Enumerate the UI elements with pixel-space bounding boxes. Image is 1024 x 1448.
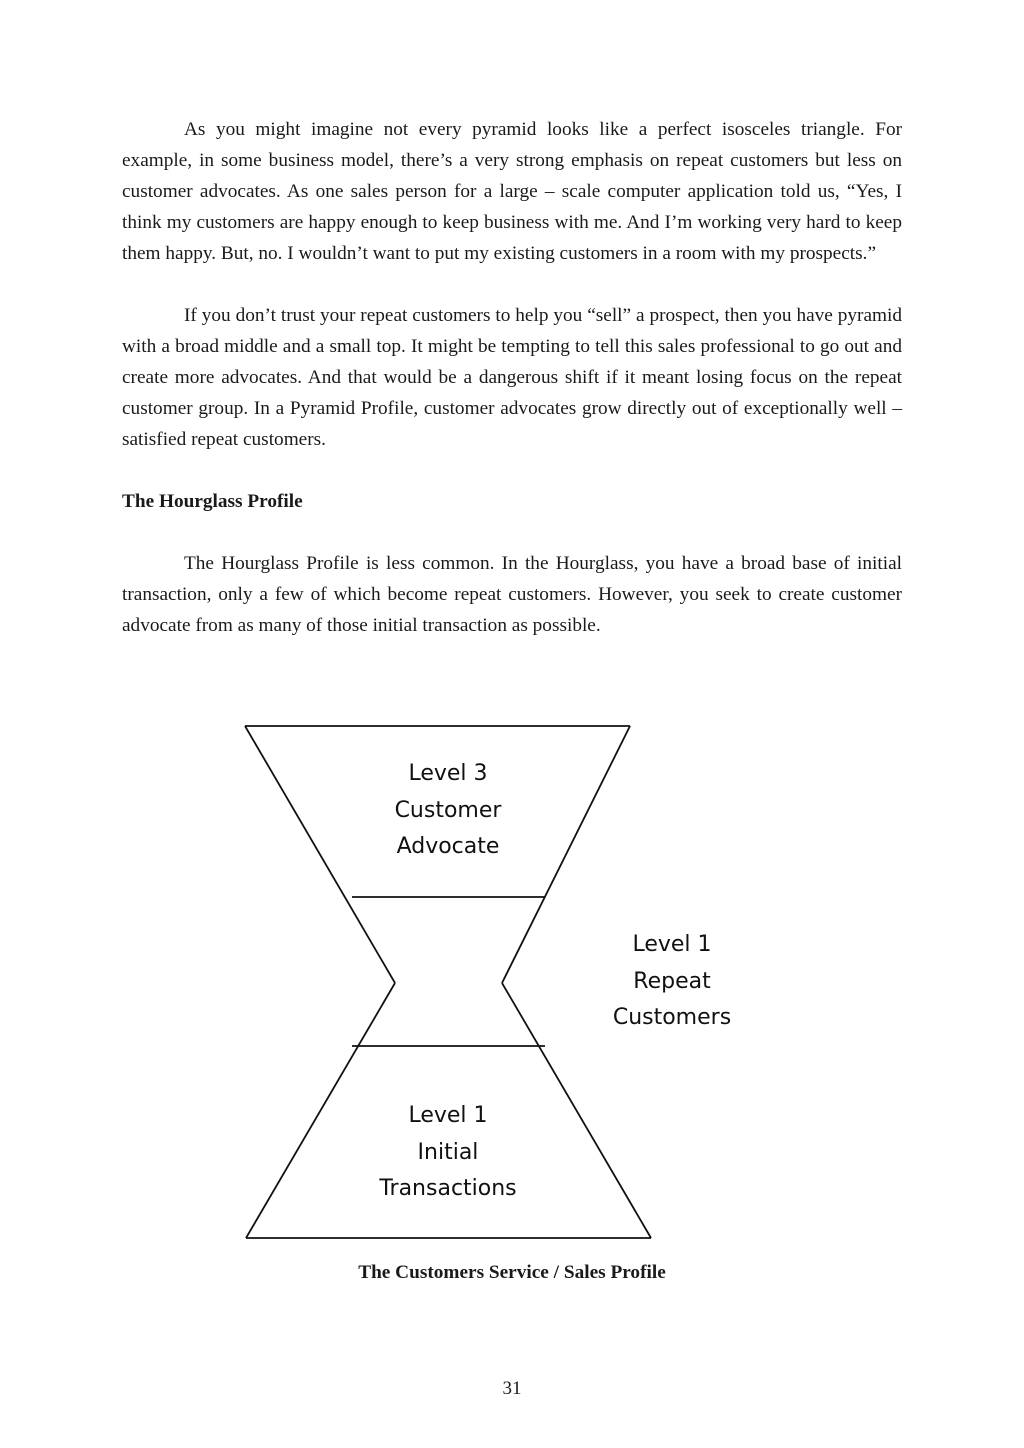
section-paragraph: The Hourglass Profile is less common. In the Hourglass, you have a broad base of initial transaction, only a few of which become repeat customers. However, you seek to create customer advocate from as many of those initial transaction as possible. [122, 553, 902, 636]
middle-label-line2: Repeat [633, 969, 711, 994]
middle-label-line1: Level 1 [632, 932, 712, 957]
body-paragraph-1: As you might imagine not every pyramid looks like a perfect isosceles triangle. For example, in some business model, there’s a very strong emphasis on repeat customers but less on customer advocates. As one sales person for a large – scale computer application told us, “Yes, I think my customers are happy enough to keep business with me. And I’m working very hard to keep them happy. But, no. I wouldn’t want to put my existing customers in a room with my prospects.” [122, 119, 902, 264]
middle-label-line3: Customers [612, 1005, 732, 1030]
page-body [122, 114, 902, 641]
top-label-line2: Customer [394, 798, 502, 823]
top-label-line1: Level 3 [408, 761, 488, 786]
upper-right-slant [502, 726, 630, 983]
bottom-label-line3: Transactions [379, 1176, 517, 1201]
upper-left-slant [245, 726, 395, 983]
body-paragraph-2: If you don’t trust your repeat customers to help you “sell” a prospect, then you have pyramid with a broad middle and a small top. It might be tempting to tell this sales professional to go out and create more advocates. And that would be a dangerous shift if it meant losing focus on the repeat customer group. In a Pyramid Profile, customer advocates grow directly out of exceptionally well – satisfied repeat customers. [122, 305, 902, 450]
section-heading: The Hourglass Profile [122, 491, 303, 512]
bottom-label-line1: Level 1 [408, 1103, 488, 1128]
top-label-line3: Advocate [396, 834, 500, 859]
figure-caption: The Customers Service / Sales Profile [358, 1262, 666, 1283]
lower-right-slant [502, 983, 651, 1238]
bottom-label-line2: Initial [417, 1140, 479, 1165]
page-number: 31 [502, 1378, 522, 1399]
lower-left-slant [246, 983, 395, 1238]
